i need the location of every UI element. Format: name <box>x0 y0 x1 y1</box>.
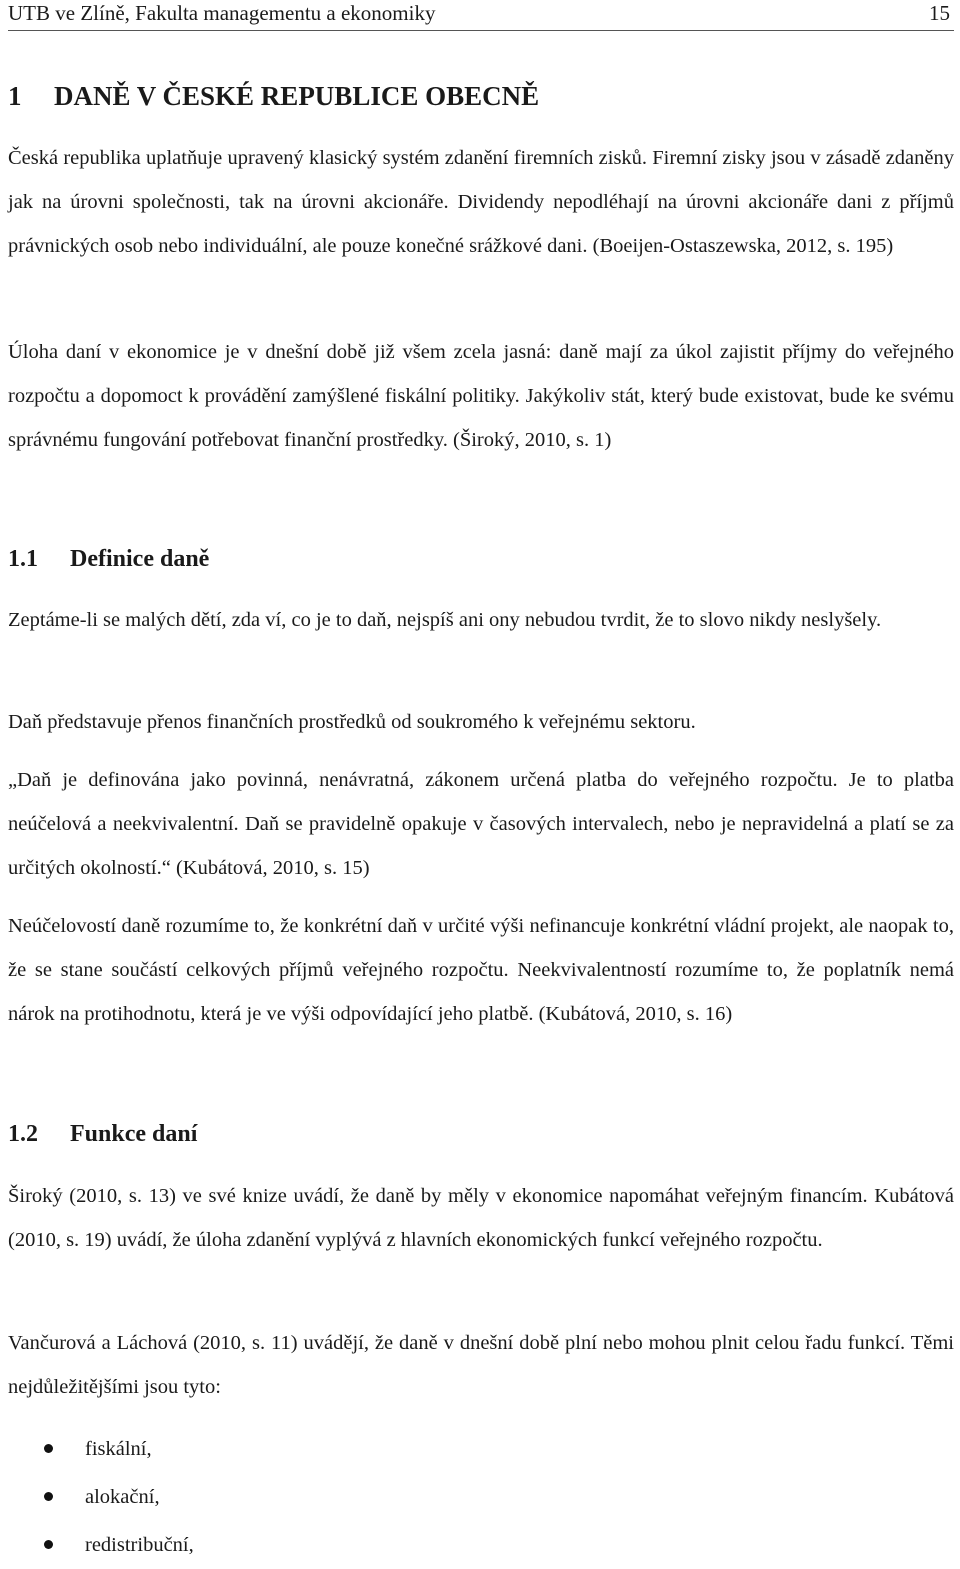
chapter-title: DANĚ V ČESKÉ REPUBLICE OBECNĚ <box>54 81 540 111</box>
header-title: UTB ve Zlíně, Fakulta managementu a ekonomiky <box>8 1 436 25</box>
list-item <box>8 1521 194 1569</box>
bullet-icon <box>44 1444 53 1453</box>
bullet-icon <box>44 1540 53 1549</box>
definition-quote: „Daň je definována jako povinná, nenávratná, zákonem určená platba do veřejného rozpočtu. Je to platba neúčelová a neekvivalentní. Daň se pravidelně opakuje v časových intervalech, nebo je nepravidelná a platí se za určitých okolností.“ (Kubátová, 2010, s. 15) <box>8 769 954 879</box>
list-item-text: fiskální, <box>85 1438 152 1460</box>
bullet-icon <box>44 1492 53 1501</box>
chapter-number: 1 <box>8 81 22 111</box>
section-heading-1-2 <box>8 1117 197 1151</box>
section-title: Definice daně <box>70 546 210 572</box>
section-heading-1-1 <box>8 542 209 576</box>
definition-paragraph-2: Daň představuje přenos finančních prostředků od soukromého k veřejnému sektoru. <box>8 711 696 733</box>
section-number: 1.1 <box>8 546 38 572</box>
functions-paragraph-1: Široký (2010, s. 13) ve své knize uvádí, že daně by měly v ekonomice napomáhat veřejným financím. Kubátová (2010, s. 19) uvádí, že úloha zdanění vyplývá z hlavních ekonomických funkcí veřejného rozpočtu. <box>8 1185 954 1251</box>
page-header <box>8 0 954 31</box>
list-item <box>8 1425 194 1473</box>
definition-paragraph-1: Zeptáme-li se malých dětí, zda ví, co je to daň, nejspíš ani ony nebudou tvrdit, že to slovo nikdy neslyšely. <box>8 609 882 631</box>
definition-paragraph-4: Neúčelovostí daně rozumíme to, že konkrétní daň v určité výši nefinancuje konkrétní vládní projekt, ale naopak to, že se stane součástí celkových příjmů veřejného rozpočtu. Neekvivalentností rozumíme to, že poplatník nemá nárok na protihodnotu, která je ve výši odpovídající jeho platbě. (Kubátová, 2010, s. 16) <box>8 915 954 1025</box>
chapter-heading <box>8 78 539 114</box>
section-title: Funkce daní <box>70 1121 198 1147</box>
intro-paragraph-1: Česká republika uplatňuje upravený klasický systém zdanění firemních zisků. Firemní zisky jsou v zásadě zdaněny jak na úrovni společnosti, tak na úrovni akcionáře. Dividendy nepodléhají na úrovni akcionáře dani z příjmů právnických osob nebo individuální, ale pouze konečné srážkové dani. (Boeijen-Ostaszewska, 2012, s. 195) <box>8 147 954 257</box>
functions-paragraph-2: Vančurová a Láchová (2010, s. 11) uvádějí, že daně v dnešní době plní nebo mohou plnit celou řadu funkcí. Těmi nejdůležitějšími jsou tyto: <box>8 1332 954 1398</box>
section-number: 1.2 <box>8 1121 38 1147</box>
functions-list <box>8 1425 194 1569</box>
list-item-text: alokační, <box>85 1486 160 1508</box>
list-item <box>8 1473 194 1521</box>
page-number: 15 <box>929 1 950 25</box>
intro-paragraph-2: Úloha daní v ekonomice je v dnešní době již všem zcela jasná: daně mají za úkol zajistit příjmy do veřejného rozpočtu a dopomoct k provádění zamýšlené fiskální politiky. Jakýkoliv stát, který bude existovat, bude ke svému správnému fungování potřebovat finanční prostředky. (Široký, 2010, s. 1) <box>8 341 954 451</box>
list-item-text: redistribuční, <box>85 1534 194 1556</box>
